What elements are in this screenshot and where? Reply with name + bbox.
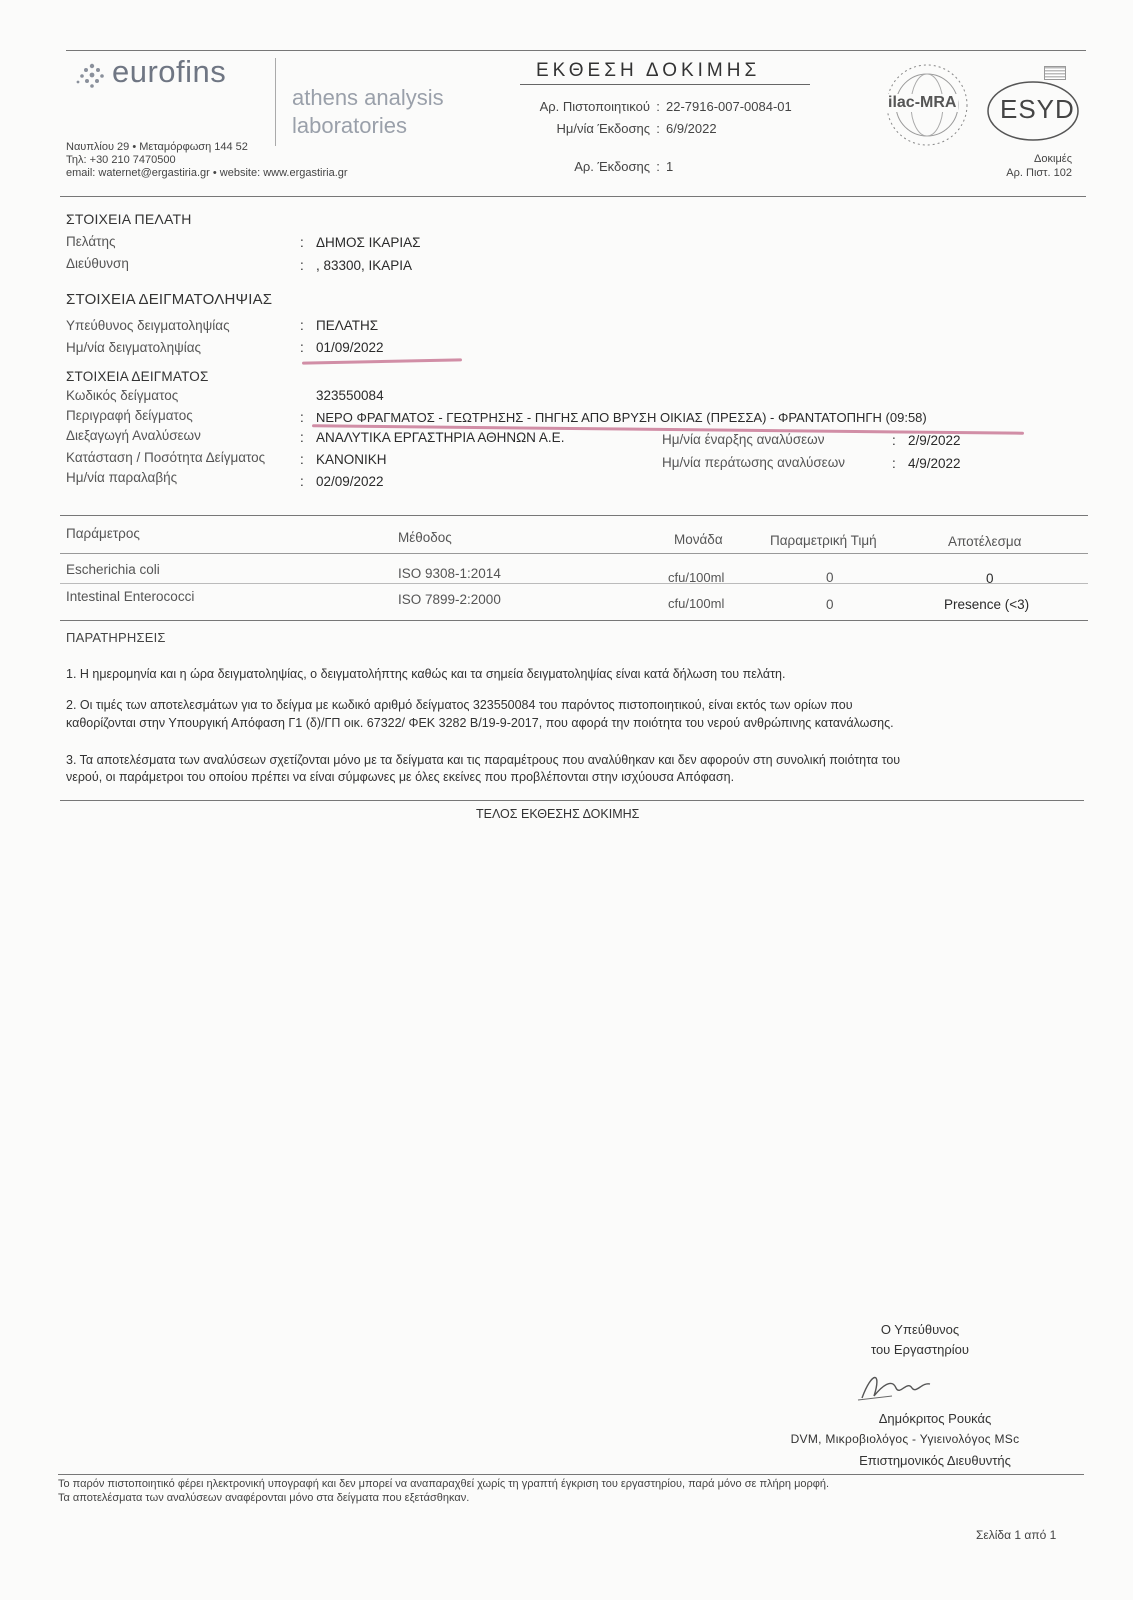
remark-3-line1: 3. Τα αποτελέσματα των αναλύσεων σχετίζονται μόνο με τα δείγματα και τις παραμέτρους που αναλύθηκαν και δεν αφορούν στη συνολική ποιότητα του	[66, 753, 901, 767]
customer-section-title: ΣΤΟΙΧΕΙΑ ΠΕΛΑΤΗ	[66, 211, 192, 227]
row2-unit: cfu/100ml	[668, 596, 725, 611]
eurofins-logo	[70, 56, 260, 96]
sampler-value: ΠΕΛΑΤΗΣ	[316, 318, 379, 333]
page-number: Σελίδα 1 από 1	[976, 1528, 1057, 1542]
lab-name-line1: athens analysis	[292, 85, 444, 110]
contact-line: email: waternet@ergastiria.gr • website: www.ergastiria.gr	[66, 167, 348, 179]
brand-name: eurofins	[112, 54, 227, 89]
remark-2	[66, 697, 894, 732]
ilac-mra-logo	[880, 60, 975, 150]
lab-address	[66, 141, 348, 180]
row1-unit: cfu/100ml	[668, 570, 725, 585]
doc-title: ΕΚΘΕΣΗ ΔΟΚΙΜΗΣ	[536, 60, 761, 81]
row1-limit: 0	[826, 570, 834, 585]
footer-line1: Το παρόν πιστοποιητικό φέρει ηλεκτρονική υπογραφή και δεν μπορεί να αναπαραχθεί χωρίς τη γραπτή έγκριση του εργαστηρίου, παρά μόνο σε πλήρη μορφή.	[58, 1478, 830, 1490]
remark-3	[66, 752, 900, 786]
end-of-report: ΤΕΛΟΣ ΕΚΘΕΣΗΣ ΔΟΚΙΜΗΣ	[476, 807, 640, 821]
col-header-parameter: Παράμετρος	[66, 526, 140, 541]
start-date-value: 2/9/2022	[908, 433, 961, 448]
sampling-section-title: ΣΤΟΙΧΕΙΑ ΔΕΙΓΜΑΤΟΛΗΨΙΑΣ	[66, 291, 273, 308]
customer-label: Πελάτης	[66, 234, 116, 249]
esyd-text: ESYD	[1000, 94, 1075, 124]
sample-code-label: Κωδικός δείγματος	[66, 388, 179, 403]
sampler-label: Υπεύθυνος δειγματοληψίας	[66, 318, 230, 333]
lab-name-line2: laboratories	[292, 113, 407, 138]
greek-flag-icon	[1044, 66, 1066, 80]
handwritten-signature	[852, 1366, 942, 1406]
row2-param: Intestinal Enterococci	[66, 589, 195, 604]
remark-3-line2: νερού, οι παράμετροι του οποίου πρέπει να είναι σύμφωνες με όλες εκείνες που προβλέπονται στην ισχύουσα Απόφαση.	[66, 770, 735, 784]
signatory-title1: DVM, Μικροβιολόγος - Υγιεινολόγος MSc	[790, 1432, 1020, 1446]
esyd-logo	[986, 80, 1080, 142]
highlight-mark	[302, 358, 462, 364]
footer-line2: Τα αποτελέσματα των αναλύσεων αναφέρονται μόνο στα δείγματα που εξετάσθηκαν.	[58, 1492, 470, 1504]
cert-no-label: Αρ. Πιστοποιητικού	[539, 99, 650, 114]
phone-line: Τηλ: +30 210 7470500	[66, 154, 176, 166]
row2-result: Presence (<3)	[944, 597, 1030, 612]
row1-param: Escherichia coli	[66, 562, 160, 577]
address-label: Διεύθυνση	[66, 256, 129, 271]
signatory-name: Δημόκριτος Ρουκάς	[878, 1411, 992, 1426]
signature-block	[740, 1320, 1040, 1360]
row2-limit: 0	[826, 597, 834, 612]
receipt-date-label: Ημ/νία παραλαβής	[66, 470, 178, 485]
row2-method: ISO 7899-2:2000	[398, 592, 501, 607]
issue-no: 1	[666, 159, 674, 174]
remark-2-line2: καθορίζονται στην Υπουργική Απόφαση Γ1 (δ)/ΓΠ οικ. 67322/ ΦΕΚ 3282 Β/19-9-2017, που αφορά την ποιότητα του νερού ανθρώπινης κατανάλωσης.	[66, 716, 894, 730]
sample-section-title: ΣΤΟΙΧΕΙΑ ΔΕΙΓΜΑΤΟΣ	[66, 369, 209, 384]
analysis-lab-label: Διεξαγωγή Αναλύσεων	[66, 428, 201, 443]
sampling-date-value: 01/09/2022	[316, 340, 384, 355]
issue-no-label: Αρ. Έκδοσης	[574, 159, 650, 174]
signatory-title2: Επιστημονικός Διευθυντής	[859, 1453, 1011, 1468]
signatory	[740, 1408, 1070, 1471]
end-date-label: Ημ/νία περάτωσης αναλύσεων	[662, 455, 845, 470]
row1-result: 0	[986, 571, 994, 586]
remark-1: 1. Η ημερομηνία και η ώρα δειγματοληψίας, ο δειγματολήπτης καθώς και τα σημεία δειγματοληψίας είναι κατά δήλωση του πελάτη.	[66, 667, 786, 681]
sampling-date-label: Ημ/νία δειγματοληψίας	[66, 340, 202, 355]
accreditation-line1: Δοκιμές	[1034, 153, 1072, 165]
condition-label: Κατάσταση / Ποσότητα Δείγματος	[66, 450, 266, 465]
customer-value: ΔΗΜΟΣ ΙΚΑΡΙΑΣ	[316, 235, 421, 250]
sample-desc-value: ΝΕΡΟ ΦΡΑΓΜΑΤΟΣ - ΓΕΩΤΡΗΣΗΣ - ΠΗΓΗΣ ΑΠΟ ΒΡΥΣΗ ΟΙΚΙΑΣ (ΠΡΕΣΣΑ) - ΦΡΑΝΤΑΤΟΠΗΓΗ (09:58)	[316, 410, 927, 425]
receipt-date-value: 02/09/2022	[316, 474, 384, 489]
issue-date: 6/9/2022	[666, 121, 717, 136]
condition-value: ΚΑΝΟΝΙΚΗ	[316, 452, 387, 467]
analysis-lab-value: ΑΝΑΛΥΤΙΚΑ ΕΡΓΑΣΤΗΡΙΑ ΑΘΗΝΩΝ Α.Ε.	[316, 430, 565, 445]
start-date-label: Ημ/νία έναρξης αναλύσεων	[662, 432, 825, 447]
address-line: Ναυπλίου 29 • Μεταμόρφωση 144 52	[66, 141, 248, 153]
col-header-unit: Μονάδα	[674, 532, 723, 547]
remark-2-line1: 2. Οι τιμές των αποτελεσμάτων για το δείγμα με κωδικό αριθμό δείγματος 323550084 του παρόντος πιστοποιητικού, είναι εκτός των ορίων που	[66, 698, 853, 712]
remarks-title: ΠΑΡΑΤΗΡΗΣΕΙΣ	[66, 630, 166, 645]
accreditation-line2: Αρ. Πιστ. 102	[1006, 167, 1072, 179]
cert-meta: Αρ. Πιστοποιητικού : 22-7916-007-0084-01 Ημ/νία Έκδοσης : 6/9/2022 Αρ. Έκδοσης : 1	[490, 96, 792, 178]
address-value: , 83300, ΙΚΑΡΙΑ	[316, 258, 413, 273]
lab-name	[292, 84, 444, 140]
accreditation	[980, 152, 1072, 180]
issue-date-label: Ημ/νία Έκδοσης	[556, 121, 650, 136]
sample-code-value: 323550084	[316, 388, 384, 403]
sample-desc-label: Περιγραφή δείγματος	[66, 408, 193, 423]
col-header-result: Αποτέλεσμα	[948, 534, 1022, 549]
ilac-text: ilac-MRA	[888, 94, 957, 111]
row1-method: ISO 9308-1:2014	[398, 566, 501, 581]
signature-line1: Ο Υπεύθυνος	[880, 1322, 960, 1337]
end-date-value: 4/9/2022	[908, 456, 961, 471]
footer-notes	[58, 1477, 829, 1505]
cert-no: 22-7916-007-0084-01	[666, 99, 792, 114]
col-header-limit: Παραμετρική Τιμή	[770, 533, 877, 548]
signature-line2: του Εργαστηρίου	[871, 1342, 969, 1357]
col-header-method: Μέθοδος	[398, 530, 452, 545]
